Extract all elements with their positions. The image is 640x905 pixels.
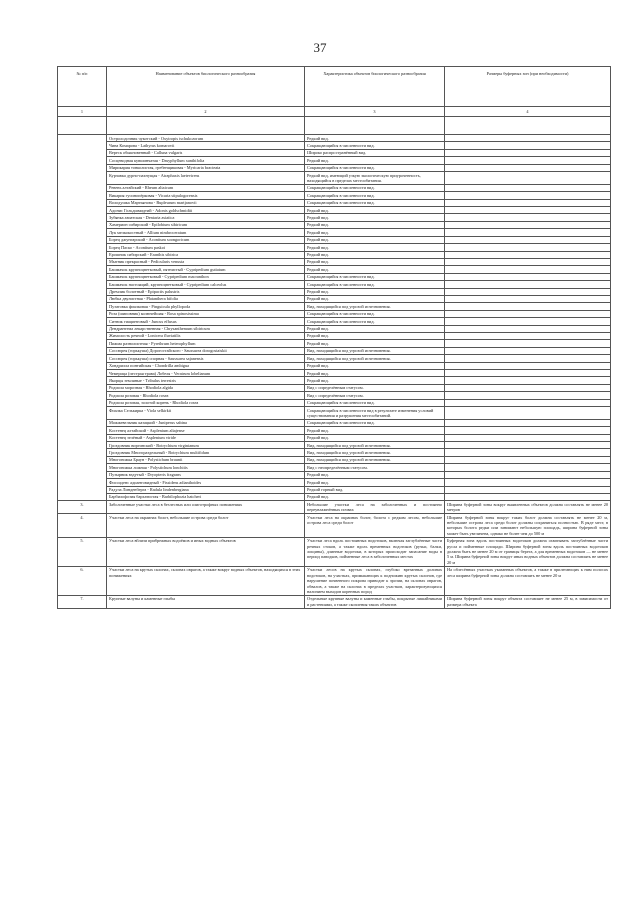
row-number bbox=[58, 288, 107, 295]
species-characteristic: Редкий вид. bbox=[305, 377, 445, 384]
table-row bbox=[58, 214, 611, 221]
species-name: Ситник гиацинтовый - Juncus effusus bbox=[107, 318, 305, 325]
species-characteristic: Вид, находящийся под угрозой исчезновения. bbox=[305, 449, 445, 456]
row-number bbox=[58, 377, 107, 384]
table-row bbox=[58, 236, 611, 243]
species-characteristic: Редкий вид. bbox=[305, 266, 445, 273]
table-row bbox=[58, 434, 611, 441]
buffer-size bbox=[445, 199, 611, 206]
species-characteristic: Редкий вид. bbox=[305, 214, 445, 221]
buffer-size bbox=[445, 362, 611, 369]
row-number bbox=[58, 303, 107, 310]
row-number bbox=[58, 295, 107, 302]
buffer-size bbox=[445, 214, 611, 221]
table-row bbox=[58, 501, 611, 514]
species-characteristic: Вид, находящийся под угрозой исчезновения. bbox=[305, 347, 445, 354]
column-number: 2 bbox=[107, 107, 305, 117]
table-row bbox=[58, 566, 611, 595]
species-characteristic: Редкий вид. bbox=[305, 370, 445, 377]
buffer-size bbox=[445, 486, 611, 493]
table-row bbox=[58, 479, 611, 486]
row-number bbox=[58, 184, 107, 191]
table-row bbox=[58, 362, 611, 369]
species-characteristic: Сокращающийся в численности вид. bbox=[305, 281, 445, 288]
row-number bbox=[58, 362, 107, 369]
table-row bbox=[58, 471, 611, 478]
biodiversity-table bbox=[57, 66, 611, 609]
buffer-size bbox=[445, 266, 611, 273]
table-row bbox=[58, 427, 611, 434]
table-row bbox=[58, 273, 611, 280]
species-characteristic: Сокращающийся в численности вид. bbox=[305, 164, 445, 171]
row-number bbox=[58, 434, 107, 441]
row-number bbox=[58, 384, 107, 391]
species-name: Пузырник вздутый - Dryopteris fragrans bbox=[107, 471, 305, 478]
species-characteristic: Редкий вид. bbox=[305, 471, 445, 478]
row-number bbox=[58, 370, 107, 377]
species-name: Соссюрея (горькуша) Дорогостайского - Saussurea dorogostaiskii bbox=[107, 347, 305, 354]
table-row bbox=[58, 318, 611, 325]
table-row bbox=[58, 537, 611, 566]
object-characteristic: Отдельные крупные валуны и каменные глыбы, покрытые лишайниками и растениями, а также скопления таких объектов bbox=[305, 595, 445, 608]
buffer-size bbox=[445, 419, 611, 426]
species-name: Барбилофозия бархатистая - Barbilophozia hatcheri bbox=[107, 493, 305, 500]
buffer-size bbox=[445, 184, 611, 191]
species-name: Борец Паско - Aconitum paskoi bbox=[107, 244, 305, 251]
buffer-size bbox=[445, 273, 611, 280]
table-row bbox=[58, 595, 611, 608]
table-row bbox=[58, 135, 611, 142]
table-row bbox=[58, 229, 611, 236]
buffer-size bbox=[445, 288, 611, 295]
buffer-size bbox=[445, 310, 611, 317]
table-row bbox=[58, 514, 611, 538]
species-name: Дремлик болотный - Epipactis palustris bbox=[107, 288, 305, 295]
buffer-size: На облесённых участках указанных объектов, а также в прилегающих к ним полосах леса ширина буферной зоны должна составлять не менее 20 м bbox=[445, 566, 611, 595]
buffer-size bbox=[445, 434, 611, 441]
species-name: Можжевельник казацкий - Juniperus sabina bbox=[107, 419, 305, 426]
object-name: Участки леса вблизи прибрежных водоёмов и иных водных объектов bbox=[107, 537, 305, 566]
species-name: Курчавка дурно-пахнущая - Atraphaxis laetevirens bbox=[107, 172, 305, 185]
species-characteristic: Редкий вид. bbox=[305, 340, 445, 347]
species-characteristic: Редкий вид. bbox=[305, 251, 445, 258]
row-number bbox=[58, 427, 107, 434]
row-number bbox=[58, 493, 107, 500]
row-number: 6. bbox=[58, 566, 107, 595]
species-characteristic: Вид с определённым статусом. bbox=[305, 384, 445, 391]
table-row bbox=[58, 184, 611, 191]
table-row bbox=[58, 392, 611, 399]
species-name: Любка двулистная - Platanthera bifolia bbox=[107, 295, 305, 302]
numbered-rows bbox=[58, 501, 611, 608]
species-characteristic: Сокращающийся в численности вид. bbox=[305, 199, 445, 206]
table-row bbox=[58, 355, 611, 362]
page-number: 37 bbox=[313, 40, 327, 55]
row-number bbox=[58, 332, 107, 339]
species-name: Гроздовник виргинский - Botrychium virginianum bbox=[107, 442, 305, 449]
object-characteristic: Участки леса вдоль постоянных водотоков, включая заглублённые части речных стоков, а также вдоль временных водотоков (ручьи, балки, лощины), длинные водотоки, в которых происходит запасание воды в период паводков, пойменные леса в заболоченных местах bbox=[305, 537, 445, 566]
column-number: 1 bbox=[58, 107, 107, 117]
species-characteristic: Редкий вид. bbox=[305, 493, 445, 500]
column-number: 3 bbox=[305, 107, 445, 117]
row-number bbox=[58, 449, 107, 456]
header-buffer: Размеры буферных зон (при необходимости) bbox=[445, 67, 611, 107]
species-characteristic: Редкий вид. bbox=[305, 288, 445, 295]
species-characteristic: Редкий вид. bbox=[305, 325, 445, 332]
buffer-size: Буферная зона вдоль постоянных водотоков должна охватывать заглублённые части русла и пойменные площади. Ширина буферной зоны вдоль постоянных водотоков должна быть не менее 20 м от границы берега, а для временных водотоков — не менее 5 м. Ширина буферной зоны вокруг иных водных объектов должна составлять не менее 20 м bbox=[445, 537, 611, 566]
species-name: Адонис Гольдшмидтий - Adonis goldschmidtii bbox=[107, 207, 305, 214]
buffer-size bbox=[445, 456, 611, 463]
species-name: Мирикария тонколистая, гребенщиковая - Myricaria bracteata bbox=[107, 164, 305, 171]
species-characteristic: Сокращающийся в численности вид. bbox=[305, 142, 445, 149]
species-name: Многоножка ложная - Polystichum lonchitis bbox=[107, 464, 305, 471]
table-row bbox=[58, 266, 611, 273]
buffer-size bbox=[445, 207, 611, 214]
row-number bbox=[58, 310, 107, 317]
species-name: Мытник прекрасный - Pedicularis venusta bbox=[107, 258, 305, 265]
table-row bbox=[58, 288, 611, 295]
species-name: Вереск обыкновенный - Calluna vulgaris bbox=[107, 149, 305, 156]
header-characteristic: Характеристика объектов биологического разнообразия bbox=[305, 67, 445, 107]
species-name: Якорцы земляные - Tribulus terrestris bbox=[107, 377, 305, 384]
table-row bbox=[58, 199, 611, 206]
species-name: Ерошник сибирский - Eranthis sibirica bbox=[107, 251, 305, 258]
buffer-size bbox=[445, 449, 611, 456]
buffer-size bbox=[445, 471, 611, 478]
species-characteristic: Редкий вид. bbox=[305, 332, 445, 339]
table-row bbox=[58, 464, 611, 471]
species-name: Жимолость речной - Lonicera fluviatilis bbox=[107, 332, 305, 339]
species-characteristic: Вид, находящийся под угрозой исчезновения. bbox=[305, 456, 445, 463]
row-number bbox=[58, 236, 107, 243]
row-number bbox=[58, 199, 107, 206]
table-row bbox=[58, 172, 611, 185]
species-name: Башмачок крупноцветковый - Cypripedium macranthon bbox=[107, 273, 305, 280]
object-characteristic: Участки леса на окраинах болот, болота с редким лесом, небольшие острова леса среди болот bbox=[305, 514, 445, 538]
buffer-size bbox=[445, 399, 611, 406]
buffer-size bbox=[445, 244, 611, 251]
object-name: Участки леса на окраинах болот, небольшие острова среди болот bbox=[107, 514, 305, 538]
row-number bbox=[58, 407, 107, 420]
buffer-size bbox=[445, 392, 611, 399]
species-characteristic: Сокращающийся в численности вид. bbox=[305, 318, 445, 325]
row-number: 7. bbox=[58, 595, 107, 608]
table-row bbox=[58, 192, 611, 199]
row-number bbox=[58, 192, 107, 199]
row-number bbox=[58, 442, 107, 449]
table-row bbox=[58, 251, 611, 258]
buffer-size bbox=[445, 355, 611, 362]
table-row bbox=[58, 281, 611, 288]
row-number: 3. bbox=[58, 501, 107, 514]
row-number bbox=[58, 471, 107, 478]
row-number bbox=[58, 244, 107, 251]
species-characteristic: Вид, находящийся под угрозой исчезновения. bbox=[305, 303, 445, 310]
buffer-size bbox=[445, 332, 611, 339]
buffer-size bbox=[445, 377, 611, 384]
table-row bbox=[58, 419, 611, 426]
row-number bbox=[58, 281, 107, 288]
row-number bbox=[58, 392, 107, 399]
species-name: Остролодочник чукотский - Oxytropis tschukczorum bbox=[107, 135, 305, 142]
table-row bbox=[58, 384, 611, 391]
buffer-size bbox=[445, 384, 611, 391]
buffer-size bbox=[445, 236, 611, 243]
table-row bbox=[58, 258, 611, 265]
row-number bbox=[58, 325, 107, 332]
species-name: Родиола розовая - Rhodiola rosea bbox=[107, 392, 305, 399]
table-row bbox=[58, 486, 611, 493]
species-name: Соссюрея (горькуша) спорная - Saussurea sajanensis bbox=[107, 355, 305, 362]
row-number bbox=[58, 399, 107, 406]
row-number bbox=[58, 149, 107, 156]
row-number bbox=[58, 157, 107, 164]
table-row bbox=[58, 244, 611, 251]
table-row bbox=[58, 347, 611, 354]
species-characteristic: Сокращающийся в численности вид. bbox=[305, 419, 445, 426]
header-name: Наименование объектов биологического разнообразия bbox=[107, 67, 305, 107]
table-row bbox=[58, 340, 611, 347]
buffer-size bbox=[445, 370, 611, 377]
species-name: Фиссиденс адиантовидный - Fissidens adianthoides bbox=[107, 479, 305, 486]
row-number bbox=[58, 258, 107, 265]
buffer-size bbox=[445, 149, 611, 156]
row-number bbox=[58, 164, 107, 171]
table-row bbox=[58, 332, 611, 339]
species-name: Дендрантема лекарственная - Chrysanthemum sibiricum bbox=[107, 325, 305, 332]
table-row bbox=[58, 310, 611, 317]
species-characteristic: Вид, находящийся под угрозой исчезновения. bbox=[305, 442, 445, 449]
row-number bbox=[58, 479, 107, 486]
row-number bbox=[58, 135, 107, 142]
species-characteristic: Сокращающийся в численности вид. bbox=[305, 399, 445, 406]
plant-rows bbox=[58, 135, 611, 501]
row-number: 5. bbox=[58, 537, 107, 566]
species-name: Фиалка Селькирка - Viola selkirkii bbox=[107, 407, 305, 420]
species-name: Борец джунгарский - Aconitum soongoricum bbox=[107, 236, 305, 243]
species-characteristic: Редкий вид. bbox=[305, 295, 445, 302]
row-number bbox=[58, 229, 107, 236]
buffer-size bbox=[445, 172, 611, 185]
species-characteristic: Редкий вид. bbox=[305, 157, 445, 164]
spacer-row bbox=[58, 117, 611, 135]
species-name: Чемерица (пестрая трава) Лобеля - Veratrum lobelianum bbox=[107, 370, 305, 377]
buffer-size bbox=[445, 281, 611, 288]
row-number bbox=[58, 340, 107, 347]
table-row bbox=[58, 295, 611, 302]
buffer-size bbox=[445, 325, 611, 332]
table-row bbox=[58, 442, 611, 449]
buffer-size bbox=[445, 164, 611, 171]
table-row bbox=[58, 407, 611, 420]
species-name: Викария гусинопёрковая - Vicaria stipulogorensis bbox=[107, 192, 305, 199]
column-number-row bbox=[58, 107, 611, 117]
row-number bbox=[58, 221, 107, 228]
buffer-size bbox=[445, 192, 611, 199]
species-name: Родиола розовая, золотой корень - Rhodiola rosea bbox=[107, 399, 305, 406]
object-name: Участки леса на крутых склонах, склонах оврагов, а также вокруг водных объектов, находящихся в этих понижениях bbox=[107, 566, 305, 595]
table-row bbox=[58, 303, 611, 310]
species-name: Радула Линденберга - Radula lindenbergiana bbox=[107, 486, 305, 493]
species-name: Костенец алтайский - Asplenium altajense bbox=[107, 427, 305, 434]
row-number bbox=[58, 486, 107, 493]
species-characteristic: Вид, находящийся под угрозой исчезновения. bbox=[305, 355, 445, 362]
table-row bbox=[58, 325, 611, 332]
species-characteristic: Сокращающийся в численности вид. bbox=[305, 184, 445, 191]
species-name: Хондрилла понтийская - Chondrilla ambigua bbox=[107, 362, 305, 369]
object-characteristic: Участки лесов на крутых склонах, глубоко врезанных долинах водотоков, на участках, примыкающих к подножию крутых склонов, где нарушение почвенного покрова приводит к эрозии, на склонах оврагов, обвалов, а также на склонах в пределах участков, характеризующихся наличием выходов коренных пород bbox=[305, 566, 445, 595]
row-number bbox=[58, 266, 107, 273]
buffer-size bbox=[445, 493, 611, 500]
table-row bbox=[58, 377, 611, 384]
row-number bbox=[58, 251, 107, 258]
buffer-size bbox=[445, 221, 611, 228]
species-name: Пузатовка фиалковая - Pinguicula phyllopoda bbox=[107, 303, 305, 310]
species-characteristic: Вид с определённым статусом. bbox=[305, 392, 445, 399]
table-row bbox=[58, 456, 611, 463]
species-characteristic: Сокращающийся в численности вид. bbox=[305, 192, 445, 199]
species-name: Башмачок настоящий, крупноцветковый - Cypripedium calceolus bbox=[107, 281, 305, 288]
table-row bbox=[58, 207, 611, 214]
species-characteristic: Редкий вид. bbox=[305, 221, 445, 228]
table-row bbox=[58, 164, 611, 171]
buffer-size bbox=[445, 427, 611, 434]
species-characteristic: Вид с неопределённым статусом. bbox=[305, 464, 445, 471]
species-characteristic: Редкий вид. bbox=[305, 244, 445, 251]
species-name: Башмачок крупноцветковый, пятнистый - Cypripedium guttatum bbox=[107, 266, 305, 273]
species-characteristic: Широко распространённый вид. bbox=[305, 149, 445, 156]
species-characteristic: Редкий вид. bbox=[305, 427, 445, 434]
buffer-size bbox=[445, 295, 611, 302]
species-name: Пижма разнолистная - Pyrethrum heterophyllum bbox=[107, 340, 305, 347]
buffer-size bbox=[445, 442, 611, 449]
row-number bbox=[58, 355, 107, 362]
species-characteristic: Редкий вид. bbox=[305, 229, 445, 236]
buffer-size: Ширина буферной зоны вокруг объекта составляет не менее 25 м, в зависимости от размера объекта bbox=[445, 595, 611, 608]
species-characteristic: Сокращающийся в численности вид. bbox=[305, 273, 445, 280]
species-characteristic: Редкий вид. bbox=[305, 362, 445, 369]
buffer-size bbox=[445, 479, 611, 486]
row-number bbox=[58, 207, 107, 214]
buffer-size bbox=[445, 340, 611, 347]
species-name: Зубянка азиатская - Dentaria asiatica bbox=[107, 214, 305, 221]
row-number: 4. bbox=[58, 514, 107, 538]
buffer-size bbox=[445, 135, 611, 142]
species-name: Чина Комарова - Lathyrus komarovii bbox=[107, 142, 305, 149]
buffer-size bbox=[445, 318, 611, 325]
object-name: Крупные валуны и каменные глыбы bbox=[107, 595, 305, 608]
row-number bbox=[58, 347, 107, 354]
header-num: № п/п bbox=[58, 67, 107, 107]
buffer-size bbox=[445, 229, 611, 236]
species-characteristic: Редкий вид. bbox=[305, 258, 445, 265]
buffer-size: Ширина буферной зоны вокруг выявленных объектов должна составлять не менее 20 метров bbox=[445, 501, 611, 514]
species-characteristic: Редкий вид. bbox=[305, 434, 445, 441]
species-characteristic: Редкий вид. bbox=[305, 479, 445, 486]
buffer-size bbox=[445, 142, 611, 149]
header-row bbox=[58, 67, 611, 107]
row-number bbox=[58, 214, 107, 221]
row-number bbox=[58, 419, 107, 426]
table-row bbox=[58, 221, 611, 228]
buffer-size bbox=[445, 157, 611, 164]
table-row bbox=[58, 157, 611, 164]
row-number bbox=[58, 172, 107, 185]
buffer-size bbox=[445, 347, 611, 354]
species-characteristic: Редкий вид. bbox=[305, 207, 445, 214]
species-name: Хамерион сибирский - Epilobium sibiricum bbox=[107, 221, 305, 228]
row-number bbox=[58, 142, 107, 149]
table-row bbox=[58, 149, 611, 156]
species-name: Сосцевидная кувшинчатая - Dasyphyllum xanthifolia bbox=[107, 157, 305, 164]
buffer-size bbox=[445, 303, 611, 310]
row-number bbox=[58, 464, 107, 471]
row-number bbox=[58, 273, 107, 280]
species-name: Костенец зелёный - Asplenium viride bbox=[107, 434, 305, 441]
table-row bbox=[58, 142, 611, 149]
row-number bbox=[58, 318, 107, 325]
buffer-size bbox=[445, 464, 611, 471]
species-name: Лук мелкокостный - Allium nimbroceratum bbox=[107, 229, 305, 236]
buffer-size bbox=[445, 407, 611, 420]
species-name: Многоножка Браун - Polystichum braunii bbox=[107, 456, 305, 463]
species-name: Родиола морозная - Rhodiola algida bbox=[107, 384, 305, 391]
row-number bbox=[58, 456, 107, 463]
species-name: Роза (шиповник) колючейшая - Rosa spinosissima bbox=[107, 310, 305, 317]
buffer-size bbox=[445, 258, 611, 265]
species-name: Ревень алтайский - Rheum altaicum bbox=[107, 184, 305, 191]
buffer-size bbox=[445, 251, 611, 258]
species-characteristic: Редкий вид. bbox=[305, 135, 445, 142]
species-characteristic: Сокращающийся в численности вид. bbox=[305, 310, 445, 317]
species-name: Гроздовник Многораздельный - Botrychium multifidum bbox=[107, 449, 305, 456]
table-row bbox=[58, 399, 611, 406]
species-characteristic: Редкий вид, имеющий узкую экологическую приуроченность, находящийся в пределах местообитания. bbox=[305, 172, 445, 185]
species-name: Володушка Мартьянова - Bupleurum martjanovii bbox=[107, 199, 305, 206]
species-characteristic: Сокращающийся в численности вид в результате изменения условий существования и разрушения местообитаний. bbox=[305, 407, 445, 420]
object-name: Заболоченные участки леса в безлесных или олиготрофных понижениях bbox=[107, 501, 305, 514]
column-number: 4 bbox=[445, 107, 611, 117]
table-row bbox=[58, 370, 611, 377]
table-row bbox=[58, 449, 611, 456]
object-characteristic: Небольшие участки леса на заболоченных и постоянно переувлажнённых почвах bbox=[305, 501, 445, 514]
species-characteristic: Редкий горный вид. bbox=[305, 486, 445, 493]
table-row bbox=[58, 493, 611, 500]
species-characteristic: Редкий вид. bbox=[305, 236, 445, 243]
buffer-size: Ширина буферной зоны вокруг таких болот должна составлять не менее 20 м, небольшие острова леса среди болот должны сохраняться полностью. В ряде мест, в которых болота редки или занимают небольшую площадь, ширина буферной зоны может быть увеличена, однако не более чем до 500 м bbox=[445, 514, 611, 538]
